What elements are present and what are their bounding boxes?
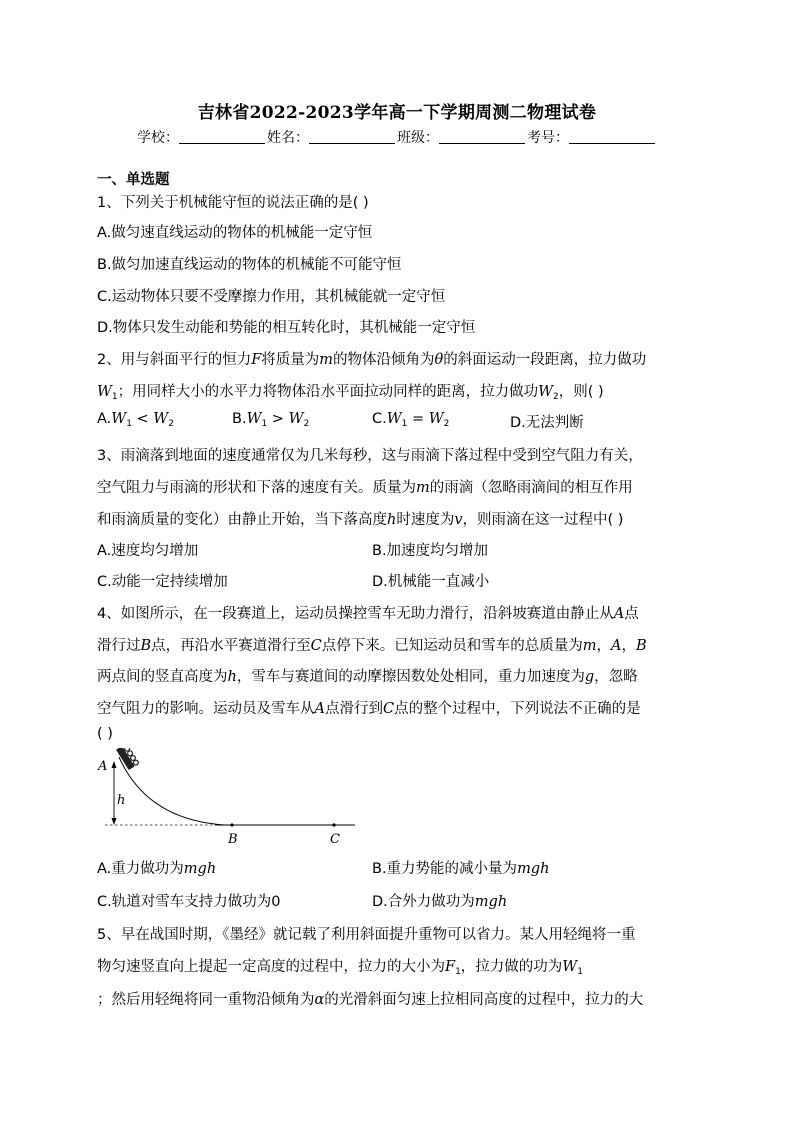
school-blank[interactable]	[179, 129, 265, 144]
q4-stem-line5: ( )	[97, 726, 113, 742]
q4-track-figure	[97, 748, 367, 848]
q1-stem: 1、下列关于机械能守恒的说法正确的是( )	[97, 195, 369, 211]
point-a-label: A	[98, 759, 108, 774]
exam-number-blank[interactable]	[569, 129, 655, 144]
q3-stem-line1: 3、雨滴落到地面的速度通常仅为几米每秒，这与雨滴下落过程中受到空气阻力有关，	[97, 448, 643, 464]
height-arrow-up-head	[112, 761, 117, 768]
q4-stem-line2: 滑行过B点，再沿水平赛道滑行至C点停下来。已知运动员和雪车的总质量为m，A，B	[97, 638, 647, 654]
q4-option-b: B.重力势能的减小量为mgh	[372, 861, 550, 877]
q2-option-b: $B.W_1 > W_2$	[232, 411, 310, 429]
height-arrow-down-head	[112, 818, 117, 825]
name-blank[interactable]	[309, 129, 395, 144]
point-c-dot	[332, 823, 335, 826]
q2-option-c: $C.W_1 = W_2$	[372, 411, 450, 429]
q3-option-a: A.速度均匀增加	[97, 543, 199, 559]
q3-stem-line2: 空气阻力与雨滴的形状和下落的速度有关。质量为m的雨滴（忽略雨滴间的相互作用	[97, 480, 633, 496]
q4-option-d: D.合外力做功为mgh	[372, 894, 508, 910]
q1-option-a: A.做匀速直线运动的物体的机械能一定守恒	[97, 225, 373, 241]
q4-option-a: A.重力做功为mgh	[97, 861, 217, 877]
q5-stem-line3: ；然后用轻绳将同一重物沿倾角为α的光滑斜面匀速上拉相同高度的过程中，拉力的大	[97, 992, 644, 1008]
height-h-label: h	[117, 793, 126, 808]
q5-stem-line2: 物匀速竖直向上提起一定高度的过程中，拉力的大小为$F_1$，拉力做的功为$W_1$	[97, 959, 583, 977]
q3-stem-line3: 和雨滴质量的变化）由静止开始，当下落高度h时速度为v，则雨滴在这一过程中( )	[97, 512, 624, 528]
q4-stem-line1: 4、如图所示，在一段赛道上，运动员操控雪车无助力滑行，沿斜坡赛道由静止从A点	[97, 606, 639, 622]
point-b-label: B	[228, 832, 238, 847]
q3-option-c: C.动能一定持续增加	[97, 574, 228, 590]
q1-option-d: D.物体只发生动能和势能的相互转化时，其机械能一定守恒	[97, 320, 476, 336]
point-c-label: C	[330, 832, 340, 847]
q5-stem-line1: 5、早在战国时期，《墨经》就记载了利用斜面提升重物可以省力。某人用轻绳将一重	[97, 927, 636, 943]
school-label: 学校：	[137, 130, 179, 146]
page-title: 吉林省2022-2023学年高一下学期周测二物理试卷	[197, 103, 597, 123]
section-heading: 一、单选题	[97, 172, 170, 188]
q4-stem-line4: 空气阻力的影响。运动员及雪车从A点滑行到C点的整个过程中，下列说法不正确的是	[97, 701, 641, 717]
q4-stem-line3: 两点间的竖直高度为h，雪车与赛道间的动摩擦因数处处相同，重力加速度为g，忽略	[97, 669, 638, 685]
slope-track	[119, 757, 225, 825]
exam-number-label: 考号：	[527, 130, 569, 146]
q4-option-c: C.轨道对雪车支持力做功为0	[97, 894, 281, 910]
class-label: 班级：	[397, 130, 439, 146]
q2-stem-line1: 2、用与斜面平行的恒力F将质量为m的物体沿倾角为θ的斜面运动一段距离，拉力做功	[97, 352, 647, 368]
class-blank[interactable]	[439, 129, 525, 144]
q1-option-b: B.做匀加速直线运动的物体的机械能不可能守恒	[97, 257, 402, 273]
q2-option-d: D.无法判断	[510, 415, 584, 431]
q1-option-c: C.运动物体只要不受摩擦力作用，其机械能就一定守恒	[97, 289, 446, 305]
q3-option-d: D.机械能一直减小	[372, 574, 490, 590]
name-label: 姓名：	[267, 130, 309, 146]
q2-option-a: $A.W_1 < W_2$	[97, 411, 174, 429]
student-info-line	[0, 127, 794, 147]
point-b-dot	[230, 823, 233, 826]
q2-stem-line2: $W_1$；用同样大小的水平力将物体沿水平面拉动同样的距离，拉力做功$W_2$，则( )	[97, 384, 604, 402]
q3-option-b: B.加速度均匀增加	[372, 543, 489, 559]
